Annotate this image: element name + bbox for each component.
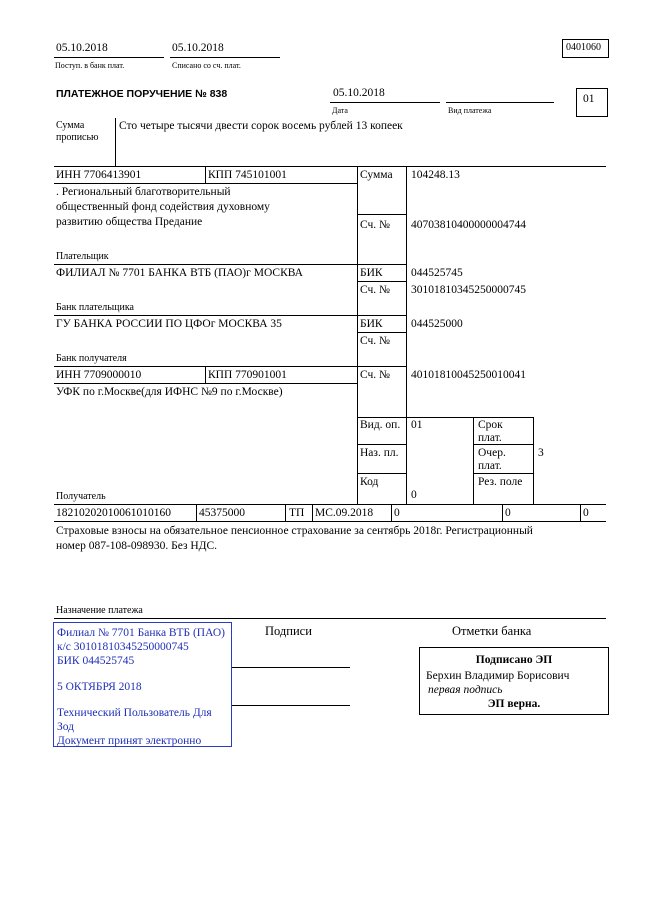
divider (54, 383, 357, 384)
purpose-label: Назначение платежа (56, 605, 143, 616)
doc-date: 0 (505, 507, 511, 519)
stamp-line-2: к/с 30101810345250000745 (57, 641, 189, 653)
ep-signature-box (419, 647, 609, 715)
payer-name-1: . Региональный благотворительный (56, 186, 231, 198)
signature-line (232, 705, 350, 706)
divider (357, 444, 406, 445)
basis: ТП (289, 507, 305, 519)
payee-bank-name: ГУ БАНКА РОССИИ ПО ЦФОг МОСКВА 35 (56, 318, 282, 330)
divider (115, 118, 116, 166)
divider (330, 102, 440, 103)
payer-label: Плательщик (56, 251, 109, 262)
divider (473, 444, 533, 445)
kbk: 18210202010061010160 (56, 507, 171, 519)
form-code-box (562, 39, 609, 58)
signatures-label: Подписи (265, 624, 312, 638)
doc-number: 0 (394, 507, 400, 519)
page-title: ПЛАТЕЖНОЕ ПОРУЧЕНИЕ № 838 (56, 88, 228, 100)
pay-purpose-label: Наз. пл. (360, 447, 399, 459)
divider (357, 166, 358, 504)
ep-sign-type: первая подпись (428, 684, 503, 696)
payer-kpp: КПП 745101001 (208, 169, 287, 181)
divider (54, 521, 606, 522)
divider (502, 504, 503, 521)
divider (54, 366, 406, 367)
divider (312, 504, 313, 521)
date-debited-label: Списано со сч. плат. (172, 61, 241, 70)
date-received-label: Поступ. в банк плат. (55, 61, 125, 70)
date-debited: 05.10.2018 (172, 42, 224, 54)
divider (54, 166, 606, 167)
amount-value: 104248.13 (411, 169, 460, 181)
bank-stamp (53, 622, 232, 747)
payee-bank-account-label: Сч. № (360, 335, 391, 347)
stamp-line-1: Филиал № 7701 Банка ВТБ (ПАО) (57, 627, 225, 639)
divider (357, 473, 406, 474)
divider (406, 166, 407, 504)
divider (285, 504, 286, 521)
purpose-line-1: Страховые взносы на обязательное пенсионное страхование за сентябрь 2018г. Регистрационный (56, 525, 533, 537)
oktmo: 45375000 (199, 507, 245, 519)
period: МС.09.2018 (315, 507, 374, 519)
amount-label: Сумма (360, 169, 393, 181)
form-code: 0401060 (566, 42, 601, 53)
payee-bank-label: Банк получателя (56, 353, 127, 364)
payer-inn: ИНН 7706413901 (56, 169, 142, 181)
stamp-line-5: Технический Пользователь Для (57, 707, 212, 719)
bank-marks-label: Отметки банка (452, 624, 532, 638)
divider (196, 504, 197, 521)
divider (391, 504, 392, 521)
divider (54, 183, 357, 184)
payer-bank-label: Банк плательщика (56, 302, 134, 313)
divider (54, 618, 606, 619)
status-code: 01 (583, 93, 595, 105)
stamp-line-4: 5 ОКТЯБРЯ 2018 (57, 681, 142, 693)
divider (473, 473, 533, 474)
payee-bik-label: БИК (360, 318, 383, 330)
ep-signer: Берхин Владимир Борисович (426, 670, 570, 682)
payee-account: 40101810045250010041 (411, 369, 526, 381)
payee-account-label: Сч. № (360, 369, 391, 381)
code-value: 0 (411, 489, 417, 501)
divider (54, 264, 406, 265)
term-label-2: плат. (478, 432, 502, 444)
field-110: 0 (583, 507, 589, 519)
signature-line (232, 667, 350, 668)
payee-name: УФК по г.Москве(для ИФНС №9 по г.Москве) (56, 386, 283, 398)
order-date-label: Дата (332, 106, 348, 115)
payment-type-label: Вид платежа (448, 106, 492, 115)
divider (580, 504, 581, 521)
payer-bik-label: БИК (360, 267, 383, 279)
divider (205, 166, 206, 183)
payer-name-2: общественный фонд содействия духовному (56, 201, 270, 213)
payee-label: Получатель (56, 491, 106, 502)
date-received: 05.10.2018 (56, 42, 108, 54)
divider (54, 57, 164, 58)
term-label-1: Срок (478, 419, 503, 431)
queue-label-1: Очер. (478, 447, 506, 459)
code-label: Код (360, 476, 379, 488)
order-date: 05.10.2018 (333, 87, 385, 99)
amount-words-label-2: прописью (56, 132, 99, 143)
divider (533, 417, 534, 504)
payer-name-3: развитию общества Предание (56, 216, 203, 228)
ep-title: Подписано ЭП (475, 654, 553, 666)
stamp-line-7: Документ принят электронно (57, 735, 202, 747)
divider (54, 504, 606, 505)
payer-bank-account: 30101810345250000745 (411, 284, 526, 296)
divider (473, 417, 474, 504)
payer-account-label: Сч. № (360, 219, 391, 231)
divider (54, 315, 406, 316)
amount-words-label-1: Сумма (56, 120, 85, 131)
reserve-label: Рез. поле (478, 476, 523, 488)
payee-inn: ИНН 7709000010 (56, 369, 142, 381)
op-type: 01 (411, 419, 423, 431)
divider (446, 102, 554, 103)
payee-bik: 044525000 (411, 318, 463, 330)
status-code-box (576, 88, 608, 117)
payee-kpp: КПП 770901001 (208, 369, 287, 381)
purpose-line-2: номер 087-108-098930. Без НДС. (56, 540, 218, 552)
payer-bank-account-label: Сч. № (360, 284, 391, 296)
divider (205, 366, 206, 383)
queue-value: 3 (538, 447, 544, 459)
divider (357, 214, 406, 215)
queue-label-2: плат. (478, 460, 502, 472)
payer-bank-name: ФИЛИАЛ № 7701 БАНКА ВТБ (ПАО)г МОСКВА (56, 267, 303, 279)
stamp-line-3: БИК 044525745 (57, 655, 135, 667)
ep-verified: ЭП верна. (487, 698, 541, 710)
amount-words-value: Сто четыре тысячи двести сорок восемь рублей 13 копеек (119, 120, 403, 132)
payer-account: 40703810400000004744 (411, 219, 526, 231)
op-type-label: Вид. оп. (360, 419, 401, 431)
divider (170, 57, 280, 58)
payer-bik: 044525745 (411, 267, 463, 279)
divider (357, 332, 406, 333)
divider (357, 281, 406, 282)
divider (357, 417, 533, 418)
stamp-line-6: Зод (57, 721, 75, 733)
